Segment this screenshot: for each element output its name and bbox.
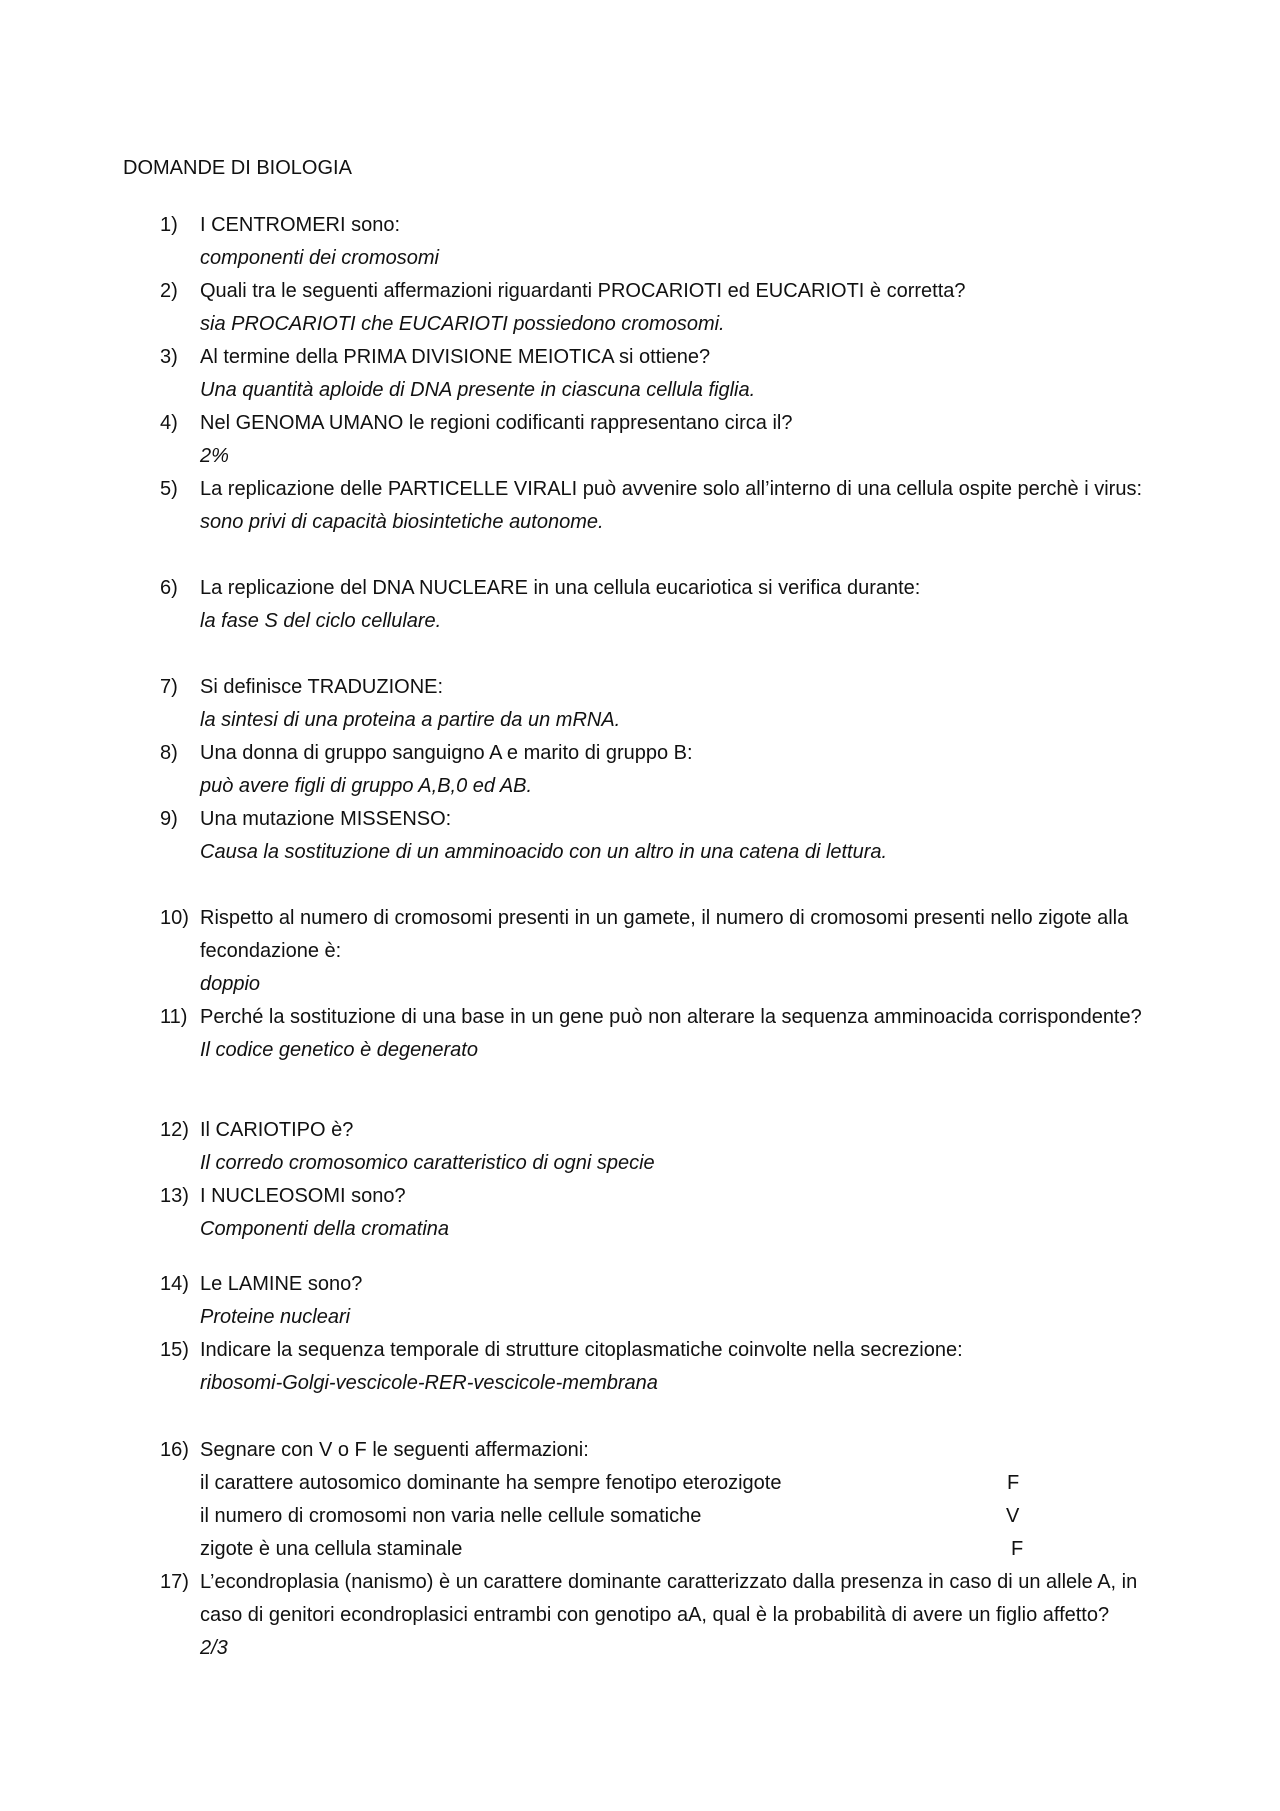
question-answer: sono privi di capacità biosintetiche autonome. xyxy=(200,511,604,533)
question-11 xyxy=(160,1001,1160,1067)
question-13 xyxy=(160,1180,1160,1246)
question-number: 11) xyxy=(160,1006,188,1028)
question-text: I CENTROMERI sono: xyxy=(200,214,401,236)
question-9 xyxy=(160,803,1160,869)
statement-value: V xyxy=(1006,1505,1020,1527)
question-text: Perché la sostituzione di una base in un gene può non alterare la sequenza amminoacida corrispondente? xyxy=(200,1006,1142,1028)
question-number: 3) xyxy=(160,346,178,368)
question-15 xyxy=(160,1334,1160,1400)
question-text: Una donna di gruppo sanguigno A e marito di gruppo B: xyxy=(200,742,693,764)
statement-text: il carattere autosomico dominante ha sempre fenotipo eterozigote xyxy=(200,1472,782,1494)
question-answer: la fase S del ciclo cellulare. xyxy=(200,610,442,632)
question-8 xyxy=(160,737,1160,803)
question-answer: Una quantità aploide di DNA presente in ciascuna cellula figlia. xyxy=(200,379,756,401)
question-17 xyxy=(160,1566,1160,1665)
question-answer: ribosomi-Golgi-vescicole-RER-vescicole-membrana xyxy=(200,1372,658,1394)
question-5 xyxy=(160,473,1160,539)
question-answer: doppio xyxy=(200,973,261,995)
question-number: 1) xyxy=(160,214,178,236)
question-number: 6) xyxy=(160,577,178,599)
statement-value: F xyxy=(1011,1538,1024,1560)
question-answer: può avere figli di gruppo A,B,0 ed AB. xyxy=(200,775,533,797)
question-1 xyxy=(160,209,1160,275)
question-number: 13) xyxy=(160,1185,189,1207)
question-number: 12) xyxy=(160,1119,189,1141)
question-text: Nel GENOMA UMANO le regioni codificanti rappresentano circa il? xyxy=(200,412,793,434)
question-number: 9) xyxy=(160,808,178,830)
question-3 xyxy=(160,341,1160,407)
question-answer: Proteine nucleari xyxy=(200,1306,351,1328)
question-answer: sia PROCARIOTI che EUCARIOTI possiedono cromosomi. xyxy=(200,313,725,335)
question-number: 15) xyxy=(160,1339,189,1361)
question-text: Indicare la sequenza temporale di strutture citoplasmatiche coinvolte nella secrezione: xyxy=(200,1339,963,1361)
question-2 xyxy=(160,275,1160,341)
question-6 xyxy=(160,572,1160,638)
question-answer: Causa la sostituzione di un amminoacido con un altro in una catena di lettura. xyxy=(200,841,888,863)
question-text: I NUCLEOSOMI sono? xyxy=(200,1185,406,1207)
question-number: 8) xyxy=(160,742,178,764)
question-number: 5) xyxy=(160,478,178,500)
statement-text: il numero di cromosomi non varia nelle cellule somatiche xyxy=(200,1505,702,1527)
question-number: 2) xyxy=(160,280,178,302)
question-number: 10) xyxy=(160,907,189,929)
question-answer: 2% xyxy=(200,445,229,467)
statement-value: F xyxy=(1007,1472,1020,1494)
question-number: 17) xyxy=(160,1571,189,1593)
question-answer: Componenti della cromatina xyxy=(200,1218,450,1240)
question-16 xyxy=(160,1434,1160,1566)
question-number: 4) xyxy=(160,412,178,434)
statement-text: zigote è una cellula staminale xyxy=(200,1538,463,1560)
question-text: Una mutazione MISSENSO: xyxy=(200,808,452,830)
question-answer: componenti dei cromosomi xyxy=(200,247,439,269)
question-answer: la sintesi di una proteina a partire da un mRNA. xyxy=(200,709,621,731)
question-text: Segnare con V o F le seguenti affermazioni: xyxy=(200,1439,589,1461)
true-false-statement xyxy=(200,1500,1160,1533)
question-number: 14) xyxy=(160,1273,189,1295)
question-answer: Il codice genetico è degenerato xyxy=(200,1039,478,1061)
question-text: Quali tra le seguenti affermazioni riguardanti PROCARIOTI ed EUCARIOTI è corretta? xyxy=(200,280,966,302)
question-14 xyxy=(160,1268,1160,1334)
question-text: Il CARIOTIPO è? xyxy=(200,1119,354,1141)
true-false-statement xyxy=(200,1533,1160,1566)
document-title: DOMANDE DI BIOLOGIA xyxy=(123,157,352,179)
question-text: La replicazione delle PARTICELLE VIRALI può avvenire solo all’interno di una cellula ospite perchè i virus: xyxy=(200,478,1143,500)
question-text: Si definisce TRADUZIONE: xyxy=(200,676,444,698)
question-12 xyxy=(160,1114,1160,1180)
true-false-statement xyxy=(200,1467,1160,1500)
question-7 xyxy=(160,671,1160,737)
question-text: Rispetto al numero di cromosomi presenti in un gamete, il numero di cromosomi presenti nello zigote alla fecondazione è: xyxy=(200,907,1129,962)
question-number: 7) xyxy=(160,676,178,698)
question-answer: 2/3 xyxy=(200,1637,228,1659)
question-10 xyxy=(160,902,1160,1001)
question-answer: Il corredo cromosomico caratteristico di ogni specie xyxy=(200,1152,655,1174)
question-text: La replicazione del DNA NUCLEARE in una cellula eucariotica si verifica durante: xyxy=(200,577,921,599)
question-number: 16) xyxy=(160,1439,189,1461)
question-text: L’econdroplasia (nanismo) è un carattere dominante caratterizzato dalla presenza in caso di un allele A, in caso di genitori econdroplasici entrambi con genotipo aA, qual è la probabilità di avere un figlio affetto? xyxy=(200,1571,1138,1626)
question-4 xyxy=(160,407,1160,473)
question-text: Le LAMINE sono? xyxy=(200,1273,363,1295)
question-text: Al termine della PRIMA DIVISIONE MEIOTICA si ottiene? xyxy=(200,346,711,368)
